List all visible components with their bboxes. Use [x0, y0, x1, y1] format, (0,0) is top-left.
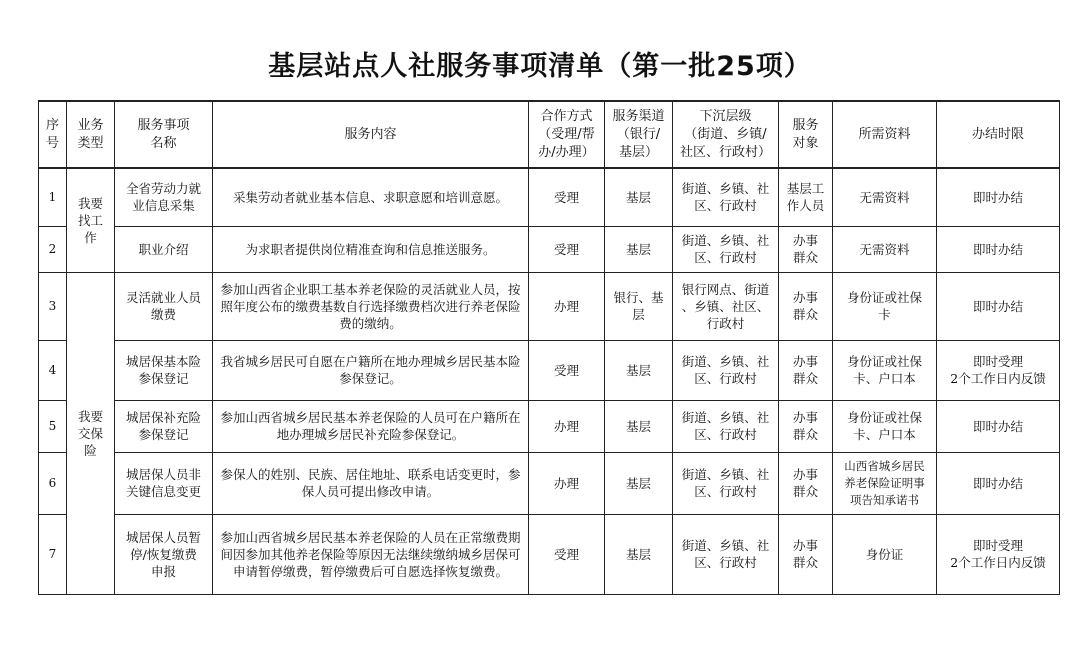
row-level: 街道、乡镇、社 区、行政村	[673, 226, 779, 272]
row-cooperation: 受理	[529, 340, 605, 400]
category-job: 我要 找工 作	[67, 168, 115, 272]
row-materials: 无需资料	[833, 168, 937, 226]
header-materials: 所需资料	[833, 101, 937, 168]
header-deadline: 办结时限	[937, 101, 1060, 168]
row-target: 办事 群众	[779, 400, 833, 452]
row-level: 街道、乡镇、社 区、行政村	[673, 514, 779, 594]
row-level: 街道、乡镇、社 区、行政村	[673, 400, 779, 452]
row-deadline: 即时办结	[937, 452, 1060, 514]
table-row	[39, 168, 1060, 226]
row-level: 街道、乡镇、社 区、行政村	[673, 452, 779, 514]
table-header-row	[39, 101, 1060, 168]
row-content: 我省城乡居民可自愿在户籍所在地办理城乡居民基本险参保登记。	[213, 340, 529, 400]
header-cooperation: 合作方式 （受理/帮 办/办理）	[529, 101, 605, 168]
row-channel: 基层	[605, 400, 673, 452]
row-deadline: 即时办结	[937, 168, 1060, 226]
row-channel: 基层	[605, 514, 673, 594]
row-item-name: 全省劳动力就 业信息采集	[115, 168, 213, 226]
row-cooperation: 办理	[529, 452, 605, 514]
row-content: 采集劳动者就业基本信息、求职意愿和培训意愿。	[213, 168, 529, 226]
row-materials: 山西省城乡居民 养老保险证明事 项告知承诺书	[833, 452, 937, 514]
table-row	[39, 452, 1060, 514]
row-item-name: 城居保人员暂 停/恢复缴费 申报	[115, 514, 213, 594]
row-channel: 基层	[605, 452, 673, 514]
row-content: 参保人的姓别、民族、居住地址、联系电话变更时，参保人员可提出修改申请。	[213, 452, 529, 514]
row-target: 办事 群众	[779, 272, 833, 340]
row-index: 5	[39, 400, 67, 452]
row-materials: 身份证或社保 卡、户口本	[833, 400, 937, 452]
row-content: 参加山西省城乡居民基本养老保险的人员可在户籍所在地办理城乡居民补充险参保登记。	[213, 400, 529, 452]
row-cooperation: 办理	[529, 400, 605, 452]
header-item-name: 服务事项 名称	[115, 101, 213, 168]
row-index: 4	[39, 340, 67, 400]
row-item-name: 灵活就业人员 缴费	[115, 272, 213, 340]
header-index: 序 号	[39, 101, 67, 168]
row-item-name: 城居保基本险 参保登记	[115, 340, 213, 400]
header-channel: 服务渠道 （银行/ 基层）	[605, 101, 673, 168]
row-index: 3	[39, 272, 67, 340]
row-index: 6	[39, 452, 67, 514]
table-row	[39, 340, 1060, 400]
row-target: 办事 群众	[779, 340, 833, 400]
row-target: 基层工 作人员	[779, 168, 833, 226]
row-channel: 基层	[605, 168, 673, 226]
row-deadline: 即时受理 2个工作日内反馈	[937, 340, 1060, 400]
row-item-name: 城居保补充险 参保登记	[115, 400, 213, 452]
row-channel: 银行、基 层	[605, 272, 673, 340]
table-row	[39, 226, 1060, 272]
header-target: 服务 对象	[779, 101, 833, 168]
row-content: 为求职者提供岗位精准查询和信息推送服务。	[213, 226, 529, 272]
row-deadline: 即时办结	[937, 400, 1060, 452]
table-row	[39, 400, 1060, 452]
row-index: 2	[39, 226, 67, 272]
row-item-name: 城居保人员非 关键信息变更	[115, 452, 213, 514]
row-target: 办事 群众	[779, 514, 833, 594]
row-level: 街道、乡镇、社 区、行政村	[673, 340, 779, 400]
row-deadline: 即时办结	[937, 226, 1060, 272]
service-items-table	[38, 100, 1060, 595]
row-deadline: 即时受理 2个工作日内反馈	[937, 514, 1060, 594]
table-row	[39, 514, 1060, 594]
row-deadline: 即时办结	[937, 272, 1060, 340]
page-title: 基层站点人社服务事项清单（第一批25项）	[268, 51, 812, 82]
header-content: 服务内容	[213, 101, 529, 168]
row-cooperation: 受理	[529, 514, 605, 594]
row-index: 7	[39, 514, 67, 594]
row-target: 办事 群众	[779, 452, 833, 514]
header-category: 业务 类型	[67, 101, 115, 168]
row-level: 街道、乡镇、社 区、行政村	[673, 168, 779, 226]
row-content: 参加山西省城乡居民基本养老保险的人员在正常缴费期间因参加其他养老保险等原因无法继续缴纳城乡居保可申请暂停缴费，暂停缴费后可自愿选择恢复缴费。	[213, 514, 529, 594]
row-channel: 基层	[605, 340, 673, 400]
row-target: 办事 群众	[779, 226, 833, 272]
row-channel: 基层	[605, 226, 673, 272]
header-level: 下沉层级 （街道、乡镇/ 社区、行政村）	[673, 101, 779, 168]
table-row	[39, 272, 1060, 340]
row-cooperation: 办理	[529, 272, 605, 340]
row-cooperation: 受理	[529, 168, 605, 226]
row-content: 参加山西省企业职工基本养老保险的灵活就业人员，按照年度公布的缴费基数自行选择缴费档次进行养老保险费的缴纳。	[213, 272, 529, 340]
row-materials: 身份证或社保 卡、户口本	[833, 340, 937, 400]
category-insurance: 我要 交保 险	[67, 272, 115, 594]
row-materials: 身份证	[833, 514, 937, 594]
row-index: 1	[39, 168, 67, 226]
row-level: 银行网点、街道 、乡镇、社区、 行政村	[673, 272, 779, 340]
row-materials: 身份证或社保 卡	[833, 272, 937, 340]
row-materials: 无需资料	[833, 226, 937, 272]
row-item-name: 职业介绍	[115, 226, 213, 272]
row-cooperation: 受理	[529, 226, 605, 272]
